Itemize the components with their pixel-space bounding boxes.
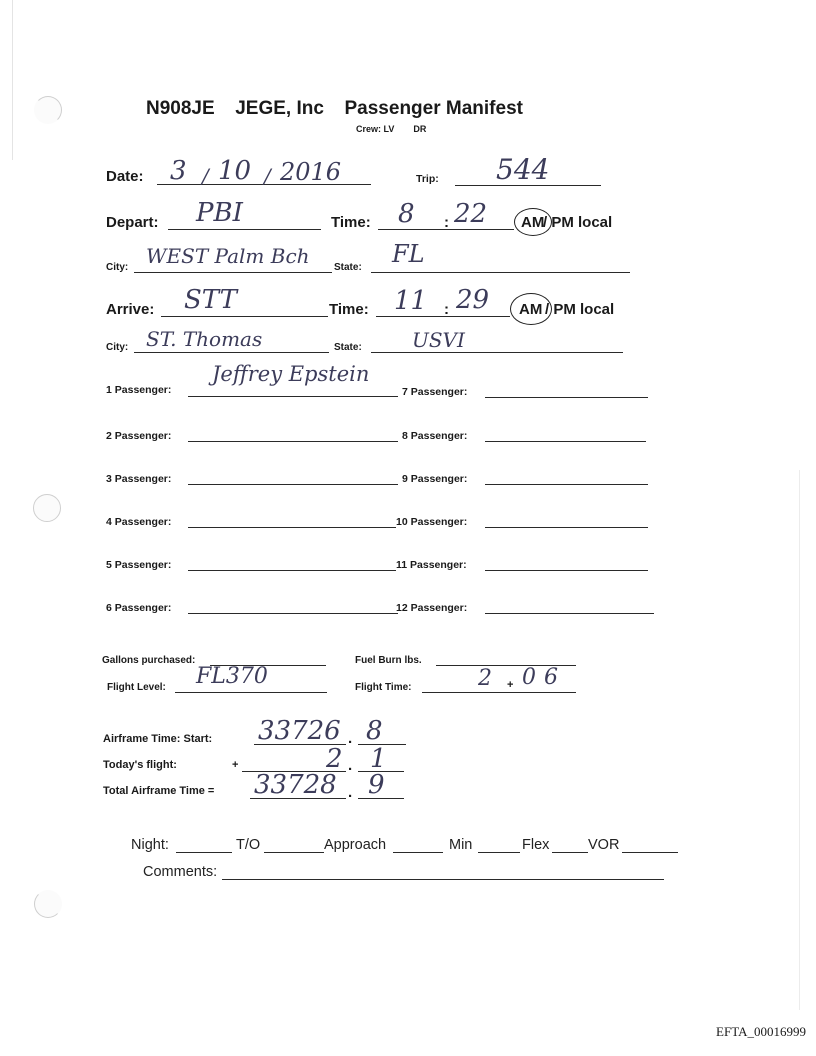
arrive-city: ST. Thomas bbox=[146, 327, 263, 351]
flight-time-label: Flight Time: bbox=[355, 682, 412, 693]
min-label: Min bbox=[449, 837, 473, 853]
airframe-start-label: Airframe Time: Start: bbox=[103, 733, 213, 745]
passenger-9-label: 9 Passenger: bbox=[402, 473, 468, 485]
todays-flight-dot: . bbox=[348, 757, 353, 774]
date-sep-1: / bbox=[202, 164, 209, 188]
depart-pm-local: / PM local bbox=[543, 214, 613, 231]
passenger-1-name: Jeffrey Epstein bbox=[212, 362, 370, 386]
flight-time-minutes: 06 bbox=[522, 665, 566, 690]
depart-city-line bbox=[134, 272, 332, 273]
passenger-11-line bbox=[485, 570, 648, 571]
vor-line bbox=[622, 852, 678, 853]
date-day: 10 bbox=[218, 156, 252, 186]
flight-time-hours: 2 bbox=[478, 666, 492, 691]
passenger-8-label: 8 Passenger: bbox=[402, 430, 468, 442]
flex-line bbox=[552, 852, 588, 853]
form-title: Passenger Manifest bbox=[344, 98, 523, 119]
arrive-city-line bbox=[134, 352, 329, 353]
passenger-10-line bbox=[485, 527, 648, 528]
airframe-start-whole: 33726 bbox=[258, 716, 341, 746]
total-airframe-dot: . bbox=[348, 784, 353, 801]
flight-level: FL370 bbox=[196, 664, 268, 689]
crew-label: Crew: bbox=[356, 124, 382, 134]
depart-line bbox=[168, 229, 321, 230]
arrive-state: USVI bbox=[412, 328, 465, 352]
flex-label: Flex bbox=[522, 837, 550, 853]
todays-flight-sign: + bbox=[232, 759, 239, 771]
arrive-line bbox=[161, 316, 328, 317]
arrive-state-label: State: bbox=[334, 342, 362, 353]
depart-city: WEST Palm Bch bbox=[146, 244, 310, 268]
passenger-12-label: 12 Passenger: bbox=[396, 602, 468, 614]
document-id: EFTA_00016999 bbox=[716, 1024, 806, 1039]
todays-flight-label: Today's flight: bbox=[103, 759, 177, 771]
passenger-12-line bbox=[485, 613, 654, 614]
passenger-8-line bbox=[485, 441, 646, 442]
depart-label: Depart: bbox=[106, 214, 159, 231]
binder-hole-middle bbox=[33, 494, 61, 522]
crew-member-1: LV bbox=[383, 124, 395, 134]
date-label: Date: bbox=[106, 168, 144, 185]
depart-airport: PBI bbox=[196, 198, 243, 228]
todays-flight-whole: 2 bbox=[326, 744, 343, 774]
arrive-time-line bbox=[376, 316, 510, 317]
comments-label: Comments: bbox=[143, 864, 218, 880]
date-month: 3 bbox=[170, 156, 187, 186]
crew-line bbox=[356, 124, 426, 134]
passenger-7-line bbox=[485, 397, 648, 398]
takeoff-label: T/O bbox=[236, 837, 261, 853]
depart-minute: 22 bbox=[454, 199, 488, 229]
depart-state: FL bbox=[392, 240, 425, 268]
passenger-5-label: 5 Passenger: bbox=[106, 559, 172, 571]
night-label: Night: bbox=[131, 837, 169, 853]
passenger-3-line bbox=[188, 484, 398, 485]
flight-level-label: Flight Level: bbox=[107, 682, 166, 693]
total-airframe-tenth: 9 bbox=[368, 770, 385, 800]
total-airframe-whole: 33728 bbox=[254, 770, 337, 800]
depart-colon: : bbox=[444, 214, 449, 231]
passenger-10-label: 10 Passenger: bbox=[396, 516, 468, 528]
arrive-airport: STT bbox=[184, 285, 237, 315]
scan-edge-left bbox=[12, 0, 13, 160]
crew-member-2: DR bbox=[413, 124, 427, 134]
date-sep-2: / bbox=[264, 164, 271, 188]
passenger-1-label: 1 Passenger: bbox=[106, 384, 172, 396]
arrive-label: Arrive: bbox=[106, 301, 155, 318]
passenger-1-line bbox=[188, 396, 398, 397]
flight-time-sep: + bbox=[507, 679, 514, 691]
company-name: JEGE, Inc bbox=[235, 98, 324, 119]
airframe-start-tenth: 8 bbox=[366, 716, 383, 746]
night-line bbox=[176, 852, 232, 853]
arrive-pm-local: / PM local bbox=[545, 301, 615, 318]
depart-time-label: Time: bbox=[331, 214, 371, 231]
takeoff-line bbox=[264, 852, 324, 853]
flight-level-line bbox=[175, 692, 327, 693]
approach-line bbox=[393, 852, 443, 853]
comments-line bbox=[222, 879, 664, 880]
arrive-am: AM bbox=[519, 301, 543, 318]
date-year: 2016 bbox=[280, 158, 342, 186]
depart-hour: 8 bbox=[398, 199, 415, 229]
binder-hole-bottom bbox=[34, 890, 62, 918]
passenger-6-line bbox=[188, 613, 398, 614]
passenger-7-label: 7 Passenger: bbox=[402, 386, 468, 398]
passenger-2-line bbox=[188, 441, 398, 442]
todays-flight-tenth: 1 bbox=[370, 744, 387, 774]
approach-label: Approach bbox=[324, 837, 387, 853]
depart-city-label: City: bbox=[106, 262, 129, 273]
form-header bbox=[146, 98, 523, 120]
arrive-hour: 11 bbox=[394, 286, 428, 316]
passenger-11-label: 11 Passenger: bbox=[396, 559, 467, 571]
scan-edge-right bbox=[799, 470, 800, 1010]
passenger-6-label: 6 Passenger: bbox=[106, 602, 172, 614]
arrive-state-line bbox=[371, 352, 623, 353]
gallons-purchased-label: Gallons purchased: bbox=[102, 655, 196, 666]
passenger-5-line bbox=[188, 570, 396, 571]
total-airframe-label: Total Airframe Time = bbox=[103, 785, 215, 797]
depart-state-label: State: bbox=[334, 262, 362, 273]
passenger-2-label: 2 Passenger: bbox=[106, 430, 172, 442]
passenger-9-line bbox=[485, 484, 648, 485]
flight-time-line bbox=[422, 692, 576, 693]
passenger-3-label: 3 Passenger: bbox=[106, 473, 172, 485]
min-line bbox=[478, 852, 520, 853]
vor-label: VOR bbox=[588, 837, 620, 853]
arrive-colon: : bbox=[444, 301, 449, 318]
airframe-start-dot: . bbox=[348, 730, 353, 747]
binder-hole-top bbox=[34, 96, 62, 124]
arrive-minute: 29 bbox=[456, 285, 490, 315]
depart-am: AM bbox=[521, 214, 545, 231]
arrive-city-label: City: bbox=[106, 342, 129, 353]
depart-state-line bbox=[371, 272, 630, 273]
trip-label: Trip: bbox=[416, 173, 439, 185]
passenger-4-label: 4 Passenger: bbox=[106, 516, 172, 528]
passenger-4-line bbox=[188, 527, 396, 528]
fuel-burn-label: Fuel Burn lbs. bbox=[355, 655, 422, 666]
arrive-time-label: Time: bbox=[329, 301, 369, 318]
tail-number: N908JE bbox=[146, 98, 215, 119]
trip-number: 544 bbox=[496, 153, 550, 186]
